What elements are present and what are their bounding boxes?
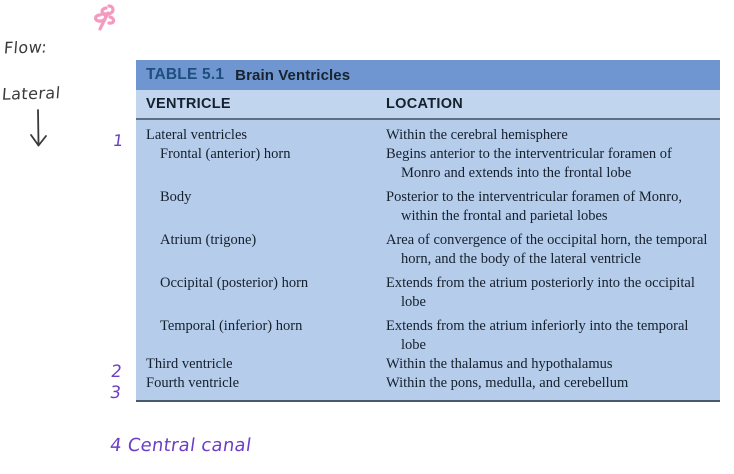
- cell-ventricle: Occipital (posterior) horn: [160, 275, 309, 291]
- cell-location: [386, 374, 720, 393]
- table-number: TABLE 5.1: [146, 66, 225, 83]
- cell-ventricle: Third ventricle: [146, 356, 233, 372]
- table-row: [136, 317, 720, 355]
- cell-location: [386, 188, 720, 226]
- cell-ventricle: Body: [160, 189, 192, 205]
- cell-ventricle: Frontal (anterior) horn: [160, 146, 291, 162]
- table-row: [136, 145, 720, 183]
- brain-ventricles-table: [136, 60, 720, 402]
- table-column-header-row: [136, 90, 720, 120]
- cell-location: [386, 317, 720, 355]
- cell-location-text: Area of convergence of the occipital horn, the temporal horn, and the body of the lateral ventricle: [386, 232, 708, 267]
- cell-location: [386, 126, 720, 145]
- handwritten-note-central-canal: 4 Central canal: [108, 435, 253, 456]
- table-row: [136, 126, 720, 145]
- table-title: Brain Ventricles: [235, 66, 351, 84]
- cell-location: [386, 274, 720, 312]
- cell-location-text: Posterior to the interventricular foramen of Monro, within the frontal and parietal lobes: [386, 189, 682, 224]
- cell-location: [386, 355, 720, 374]
- handwritten-marker-1: 1: [111, 131, 125, 150]
- cell-location-text: Extends from the atrium inferiorly into the temporal lobe: [386, 318, 689, 353]
- handwritten-note-flow: Flow:: [3, 37, 48, 58]
- table-row: [136, 374, 720, 393]
- handwritten-note-lateral: Lateral: [1, 83, 62, 104]
- cell-ventricle: Lateral ventricles: [146, 127, 248, 143]
- column-header-ventricle: VENTRICLE: [146, 95, 231, 112]
- column-header-location: LOCATION: [386, 95, 464, 112]
- cell-location-text: Within the thalamus and hypothalamus: [386, 356, 613, 372]
- down-arrow-icon: [26, 108, 52, 152]
- cell-ventricle: Temporal (inferior) horn: [160, 318, 303, 334]
- table-title-bar: [136, 60, 720, 90]
- cell-location: [386, 231, 720, 269]
- cell-ventricle: Atrium (trigone): [160, 232, 257, 248]
- cell-ventricle: Fourth ventricle: [146, 375, 240, 391]
- cell-location: [386, 145, 720, 183]
- table-body: [136, 120, 720, 402]
- handwritten-marker-2: 2: [109, 362, 124, 382]
- cell-location-text: Begins anterior to the interventricular foramen of Monro and extends into the frontal lobe: [386, 146, 672, 181]
- cell-location-text: Within the cerebral hemisphere: [386, 127, 568, 143]
- handwritten-marker-3: 3: [108, 383, 123, 403]
- cell-location-text: Within the pons, medulla, and cerebellum: [386, 375, 629, 391]
- cell-location-text: Extends from the atrium posteriorly into the occipital lobe: [386, 275, 695, 310]
- table-row: [136, 188, 720, 226]
- pink-scribble-doodle-icon: [88, 2, 122, 32]
- table-row: [136, 274, 720, 312]
- table-row: [136, 231, 720, 269]
- table-row: [136, 355, 720, 374]
